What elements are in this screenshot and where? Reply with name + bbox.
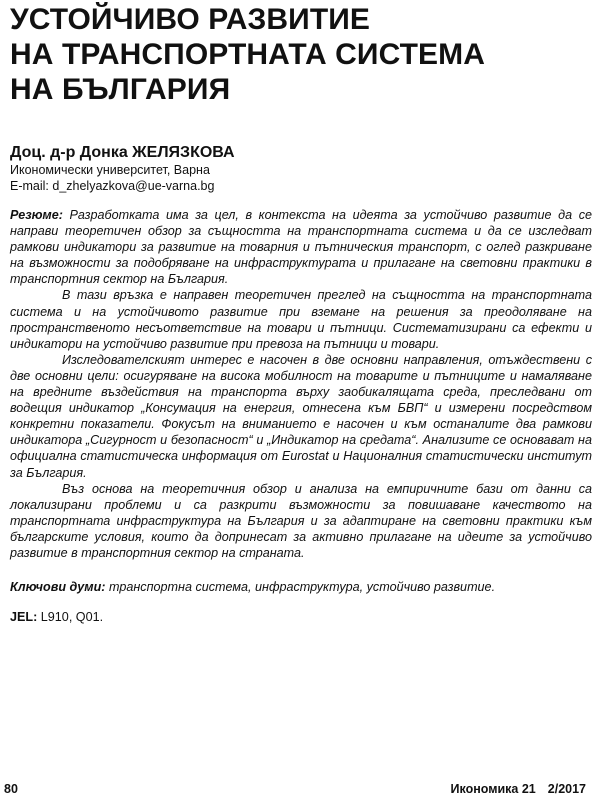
author-affiliation: Икономически университет, Варна bbox=[10, 163, 210, 177]
abstract-paragraph-4: Въз основа на теоретичния обзор и анализа на емпиричните бази от данни са локализирани проблеми и са разкрити възможности за повишаване качеството на транспортната инфраструктура на България и за адаптиране на световни практики към българските условия, които да допринесат за активно прилагане на идеите за устойчиво развитие в транспортния сектор на страната. bbox=[10, 481, 592, 560]
abstract-label: Резюме: bbox=[10, 208, 63, 222]
title-line-2: НА ТРАНСПОРТНАТА СИСТЕМА bbox=[10, 38, 486, 71]
jel-codes bbox=[10, 609, 592, 625]
abstract-paragraph-1 bbox=[10, 207, 592, 287]
page-footer bbox=[0, 781, 600, 797]
journal-issue: 2/2017 bbox=[547, 782, 586, 796]
title-line-1: УСТОЙЧИВО РАЗВИТИЕ bbox=[10, 3, 371, 36]
article-title bbox=[10, 0, 592, 107]
title-line-3: НА БЪЛГАРИЯ bbox=[10, 73, 231, 106]
abstract-paragraph-1-text: Разработката има за цел, в контекста на идеята за устойчиво развитие да се направи теоретичен обзор за същността на транспортната система и да се изследват рамкови индикатори за развитие на товарния и пътническия транспорт, с оглед разкриване на възможности за подобряване на инфраструктурата и прилагане на световни практики в транспортния сектор на България. bbox=[10, 208, 592, 287]
abstract-paragraph-2: В тази връзка е направен теоретичен преглед на същността на транспортната система и на устойчивото развитие при вземане на решения за преодоляване на пространственото несъответствие на товари и пътници. Систематизирани са ефекти и индикатори на устойчиво развитие при превоза на пътници и товари. bbox=[10, 288, 592, 351]
page-number: 80 bbox=[4, 782, 18, 796]
author-name: Доц. д-р Донка ЖЕЛЯЗКОВА bbox=[10, 144, 235, 161]
keywords-text: транспортна система, инфраструктура, устойчиво развитие. bbox=[109, 580, 496, 595]
abstract-paragraph-3: Изследователският интерес е насочен в две основни направления, отъждествени с две основни цели: осигуряване на висока мобилност на товарите и пътниците и намаляване на вредните въздействия на транспорта върху заобикалящата среда, преследвани от водещия индикатор „Консумация на енергия, отнесена към БВП“ и измерени посредством конкретни показатели. Фокусът на вниманието е насочен и към останалите два рамкови индикатора „Сигурност и безопасност“ и „Индикатор на средата“. Анализите се основават на официална статистическа информация от Eurostat и Националния статистически институт за България. bbox=[10, 352, 592, 480]
author-email: E-mail: d_zhelyazkova@ue-varna.bg bbox=[10, 179, 215, 193]
journal-info bbox=[451, 781, 586, 797]
jel-text: L910, Q01. bbox=[40, 610, 104, 625]
keywords bbox=[10, 579, 592, 595]
abstract bbox=[10, 207, 592, 561]
journal-name: Икономика 21 bbox=[450, 782, 536, 796]
keywords-label: Ключови думи: bbox=[10, 580, 106, 595]
jel-label: JEL: bbox=[10, 610, 38, 625]
author-block bbox=[10, 143, 592, 194]
